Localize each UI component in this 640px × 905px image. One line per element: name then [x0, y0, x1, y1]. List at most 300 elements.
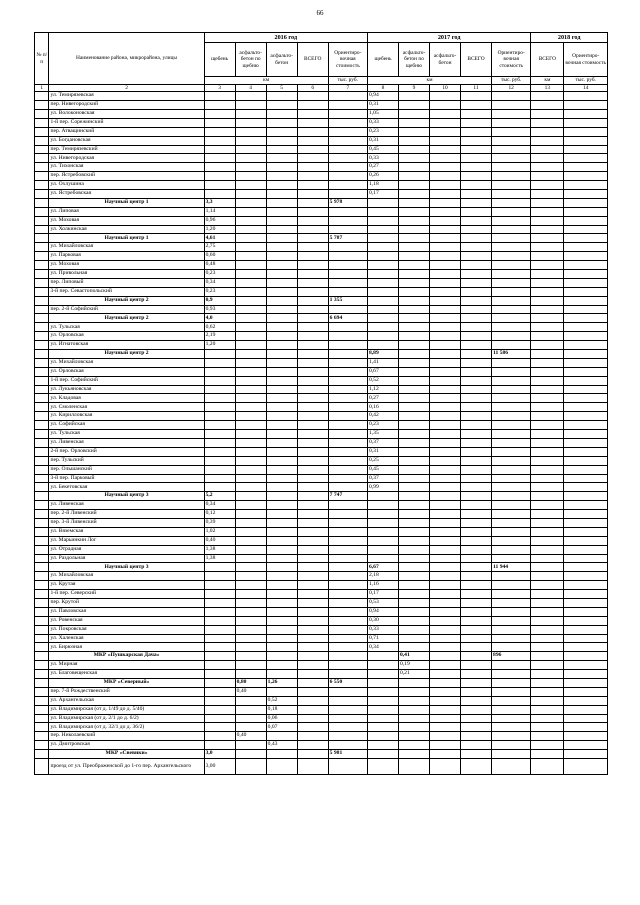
- cell-col-4: [235, 163, 266, 172]
- cell-col-14: [564, 385, 608, 394]
- cell-col-10: [430, 278, 461, 287]
- cell-col-12: [492, 518, 531, 527]
- cell-col-14: [564, 296, 608, 305]
- cell-col-7: [328, 252, 367, 261]
- cell-col-10: [430, 554, 461, 563]
- cell-col-6: [297, 465, 328, 474]
- cell-col-6: [297, 438, 328, 447]
- cell-col-1: [35, 341, 49, 350]
- cell-col-10: [430, 270, 461, 279]
- street-name: ул. Холкинская: [49, 225, 204, 234]
- cell-col-7: [328, 181, 367, 190]
- cell-col-14: [564, 430, 608, 439]
- cell-col-13: [531, 661, 564, 670]
- header-2016-cost: Ориентиро-вочная стоимость: [328, 43, 367, 77]
- cell-col-7: [328, 723, 367, 732]
- cell-col-9: 0,41: [398, 652, 429, 661]
- cell-col-12: [492, 705, 531, 714]
- cell-col-7: [328, 145, 367, 154]
- cell-col-3: 1,20: [204, 225, 235, 234]
- cell-col-7: [328, 225, 367, 234]
- cell-col-9: [398, 581, 429, 590]
- cell-col-7: [328, 527, 367, 536]
- cell-col-12: [492, 732, 531, 741]
- cell-col-12: [492, 216, 531, 225]
- street-name: пер. Ястребовский: [49, 172, 204, 181]
- cell-col-7: [328, 341, 367, 350]
- street-name: ул. Покровская: [49, 625, 204, 634]
- street-name: пер. Атващинский: [49, 127, 204, 136]
- cell-col-12: [492, 376, 531, 385]
- cell-col-12: [492, 323, 531, 332]
- table-row: [35, 127, 608, 136]
- cell-col-10: [430, 341, 461, 350]
- cell-col-5: [266, 394, 297, 403]
- street-name: пер. 2-й Ливенский: [49, 510, 204, 519]
- cell-col-3: 4,0: [204, 314, 235, 323]
- cell-col-12: [492, 759, 531, 775]
- header-2017-gravel: щебень: [367, 43, 398, 77]
- cell-col-10: [430, 296, 461, 305]
- cell-col-14: [564, 163, 608, 172]
- cell-col-10: [430, 750, 461, 759]
- cell-col-9: [398, 403, 429, 412]
- cell-col-9: [398, 598, 429, 607]
- cell-col-10: [430, 234, 461, 243]
- cell-col-3: 5,2: [204, 492, 235, 501]
- cell-col-10: [430, 705, 461, 714]
- table-row: [35, 341, 608, 350]
- cell-col-10: [430, 181, 461, 190]
- header-name: Наименование района, микрорайона, улицы: [49, 33, 204, 85]
- street-name: ул. Марьинкин Лог: [49, 536, 204, 545]
- cell-col-13: [531, 332, 564, 341]
- cell-col-3: [204, 412, 235, 421]
- street-name: ул. Орловская: [49, 367, 204, 376]
- cell-col-7: [328, 652, 367, 661]
- cell-col-6: [297, 572, 328, 581]
- cell-col-11: [461, 527, 492, 536]
- cell-col-10: [430, 358, 461, 367]
- cell-col-13: [531, 376, 564, 385]
- cell-col-14: [564, 421, 608, 430]
- cell-col-14: [564, 145, 608, 154]
- cell-col-8: [367, 287, 398, 296]
- table-row: [35, 252, 608, 261]
- street-name: 2-й пер. Орловский: [49, 447, 204, 456]
- cell-col-6: [297, 252, 328, 261]
- cell-col-12: [492, 145, 531, 154]
- cell-col-14: [564, 101, 608, 110]
- cell-col-4: [235, 314, 266, 323]
- cell-col-6: [297, 625, 328, 634]
- column-number-6: 6: [297, 85, 328, 92]
- cell-col-7: [328, 670, 367, 679]
- cell-col-4: [235, 652, 266, 661]
- table-row: [35, 305, 608, 314]
- cell-col-12: [492, 358, 531, 367]
- cell-col-3: [204, 118, 235, 127]
- cell-col-4: [235, 456, 266, 465]
- cell-col-4: [235, 136, 266, 145]
- cell-col-11: [461, 643, 492, 652]
- cell-col-11: [461, 687, 492, 696]
- cell-col-12: [492, 554, 531, 563]
- cell-col-5: [266, 643, 297, 652]
- cell-col-7: [328, 438, 367, 447]
- table-row: [35, 536, 608, 545]
- cell-col-9: [398, 572, 429, 581]
- cell-col-13: [531, 314, 564, 323]
- cell-col-5: [266, 652, 297, 661]
- cell-col-14: [564, 483, 608, 492]
- cell-col-10: [430, 385, 461, 394]
- cell-col-1: [35, 643, 49, 652]
- cell-col-14: [564, 661, 608, 670]
- cell-col-14: [564, 625, 608, 634]
- cell-col-1: [35, 447, 49, 456]
- cell-col-9: [398, 136, 429, 145]
- table-row: [35, 438, 608, 447]
- cell-col-8: [367, 305, 398, 314]
- cell-col-6: [297, 225, 328, 234]
- cell-col-13: [531, 518, 564, 527]
- header-2017-unit-rub: тыс. руб.: [492, 77, 531, 85]
- table-row: [35, 207, 608, 216]
- street-name: пер. Нивегородский: [49, 101, 204, 110]
- cell-col-13: [531, 181, 564, 190]
- cell-col-3: 0,60: [204, 252, 235, 261]
- cell-col-4: [235, 145, 266, 154]
- cell-col-7: [328, 501, 367, 510]
- cell-col-6: [297, 367, 328, 376]
- column-number-13: 13: [531, 85, 564, 92]
- cell-col-5: [266, 447, 297, 456]
- cell-col-7: 5 978: [328, 198, 367, 207]
- cell-col-4: [235, 527, 266, 536]
- table-row: [35, 696, 608, 705]
- cell-col-14: [564, 109, 608, 118]
- cell-col-10: [430, 305, 461, 314]
- cell-col-10: [430, 145, 461, 154]
- cell-col-3: 2,75: [204, 243, 235, 252]
- cell-col-6: [297, 483, 328, 492]
- cell-col-8: [367, 243, 398, 252]
- street-name: 3-й пер. Севастопольский: [49, 287, 204, 296]
- cell-col-7: [328, 412, 367, 421]
- cell-col-13: [531, 261, 564, 270]
- cell-col-11: [461, 118, 492, 127]
- cell-col-7: [328, 421, 367, 430]
- cell-col-1: [35, 483, 49, 492]
- cell-col-10: [430, 252, 461, 261]
- cell-col-1: [35, 687, 49, 696]
- cell-col-9: [398, 154, 429, 163]
- cell-col-3: 0,12: [204, 510, 235, 519]
- cell-col-5: [266, 207, 297, 216]
- cell-col-11: [461, 607, 492, 616]
- cell-col-8: [367, 198, 398, 207]
- cell-col-13: [531, 216, 564, 225]
- cell-col-6: [297, 696, 328, 705]
- street-name: ул. Михайловская: [49, 243, 204, 252]
- cell-col-4: 0,40: [235, 732, 266, 741]
- cell-col-7: 5 981: [328, 750, 367, 759]
- cell-col-14: [564, 563, 608, 572]
- cell-col-9: [398, 510, 429, 519]
- cell-col-14: [564, 474, 608, 483]
- header-2016-asphalt-gravel: асфальто-бетон по щебню: [235, 43, 266, 77]
- cell-col-8: 0,67: [367, 367, 398, 376]
- cell-col-9: [398, 554, 429, 563]
- cell-col-9: [398, 207, 429, 216]
- street-name: ул. Ястребовская: [49, 190, 204, 199]
- cell-col-9: [398, 163, 429, 172]
- cell-col-4: [235, 510, 266, 519]
- cell-col-7: [328, 714, 367, 723]
- cell-col-4: [235, 563, 266, 572]
- cell-col-11: [461, 136, 492, 145]
- cell-col-8: 0,26: [367, 172, 398, 181]
- cell-col-10: [430, 261, 461, 270]
- cell-col-11: [461, 190, 492, 199]
- cell-col-3: [204, 136, 235, 145]
- cell-col-6: [297, 412, 328, 421]
- cell-col-1: [35, 287, 49, 296]
- cell-col-3: 0,48: [204, 261, 235, 270]
- cell-col-14: [564, 732, 608, 741]
- header-year-2018: 2018 год: [531, 33, 608, 43]
- cell-col-11: [461, 625, 492, 634]
- cell-col-9: [398, 278, 429, 287]
- cell-col-4: [235, 750, 266, 759]
- cell-col-9: [398, 341, 429, 350]
- cell-col-9: [398, 261, 429, 270]
- table-row: [35, 510, 608, 519]
- cell-col-6: [297, 616, 328, 625]
- cell-col-10: [430, 723, 461, 732]
- cell-col-6: [297, 198, 328, 207]
- cell-col-4: [235, 341, 266, 350]
- cell-col-12: [492, 590, 531, 599]
- cell-col-13: [531, 243, 564, 252]
- cell-col-10: [430, 607, 461, 616]
- cell-col-12: [492, 332, 531, 341]
- cell-col-1: [35, 545, 49, 554]
- cell-col-11: [461, 750, 492, 759]
- cell-col-6: [297, 421, 328, 430]
- table-header: [35, 33, 608, 92]
- cell-col-8: 0,17: [367, 190, 398, 199]
- cell-col-5: [266, 172, 297, 181]
- cell-col-11: [461, 759, 492, 775]
- cell-col-5: [266, 483, 297, 492]
- cell-col-11: [461, 163, 492, 172]
- cell-col-1: [35, 536, 49, 545]
- cell-col-10: [430, 456, 461, 465]
- cell-col-5: [266, 190, 297, 199]
- cell-col-11: [461, 501, 492, 510]
- cell-col-13: [531, 234, 564, 243]
- cell-col-14: [564, 723, 608, 732]
- cell-col-14: [564, 456, 608, 465]
- cell-col-9: [398, 127, 429, 136]
- cell-col-5: [266, 305, 297, 314]
- cell-col-8: [367, 652, 398, 661]
- cell-col-14: [564, 225, 608, 234]
- cell-col-1: [35, 207, 49, 216]
- cell-col-7: [328, 270, 367, 279]
- cell-col-6: [297, 127, 328, 136]
- cell-col-4: [235, 705, 266, 714]
- cell-col-8: 0,99: [367, 483, 398, 492]
- header-2016-unit-rub: тыс. руб.: [328, 77, 367, 85]
- cell-col-9: [398, 518, 429, 527]
- cell-col-3: 3,00: [204, 759, 235, 775]
- cell-col-9: [398, 190, 429, 199]
- header-2018-cost: Ориентиро-вочная стоимость: [564, 43, 608, 77]
- cell-col-5: [266, 492, 297, 501]
- cell-col-12: [492, 403, 531, 412]
- street-name: ул. Вяземская: [49, 527, 204, 536]
- cell-col-3: [204, 607, 235, 616]
- header-number: № п/п: [35, 33, 49, 85]
- cell-col-6: [297, 536, 328, 545]
- cell-col-9: [398, 412, 429, 421]
- cell-col-12: [492, 430, 531, 439]
- cell-col-1: [35, 332, 49, 341]
- street-name: ул. Ливенская: [49, 501, 204, 510]
- cell-col-7: [328, 625, 367, 634]
- cell-col-10: [430, 154, 461, 163]
- cell-col-11: [461, 572, 492, 581]
- cell-col-5: [266, 234, 297, 243]
- cell-col-5: 0,06: [266, 714, 297, 723]
- street-name: пер. 2-й Софийский: [49, 305, 204, 314]
- cell-col-9: [398, 172, 429, 181]
- table-row: [35, 518, 608, 527]
- cell-col-12: [492, 572, 531, 581]
- cell-col-11: [461, 261, 492, 270]
- cell-col-12: [492, 750, 531, 759]
- cell-col-9: [398, 492, 429, 501]
- cell-col-1: [35, 750, 49, 759]
- cell-col-3: [204, 625, 235, 634]
- street-name: ул. Бирюзная: [49, 643, 204, 652]
- cell-col-11: [461, 536, 492, 545]
- cell-col-14: [564, 394, 608, 403]
- cell-col-4: [235, 438, 266, 447]
- table-row: [35, 154, 608, 163]
- cell-col-8: [367, 270, 398, 279]
- cell-col-3: [204, 741, 235, 750]
- cell-col-6: [297, 92, 328, 101]
- cell-col-12: [492, 136, 531, 145]
- cell-col-5: [266, 625, 297, 634]
- cell-col-10: [430, 510, 461, 519]
- cell-col-6: [297, 456, 328, 465]
- table-row-subtotal: [35, 296, 608, 305]
- cell-col-13: [531, 145, 564, 154]
- table-row: [35, 118, 608, 127]
- cell-col-11: [461, 234, 492, 243]
- cell-col-14: [564, 678, 608, 687]
- cell-col-10: [430, 323, 461, 332]
- table-row: [35, 741, 608, 750]
- cell-col-9: [398, 501, 429, 510]
- cell-col-12: [492, 109, 531, 118]
- cell-col-6: [297, 670, 328, 679]
- cell-col-5: [266, 634, 297, 643]
- cell-col-1: [35, 652, 49, 661]
- cell-col-14: [564, 190, 608, 199]
- street-name: ул. Привольная: [49, 270, 204, 279]
- cell-col-12: [492, 456, 531, 465]
- cell-col-3: [204, 732, 235, 741]
- cell-col-4: [235, 590, 266, 599]
- table-row-subtotal: [35, 234, 608, 243]
- cell-col-1: [35, 696, 49, 705]
- cell-col-3: [204, 358, 235, 367]
- cell-col-11: [461, 741, 492, 750]
- cell-col-13: [531, 421, 564, 430]
- cell-col-10: [430, 563, 461, 572]
- cell-col-8: [367, 696, 398, 705]
- cell-col-11: [461, 714, 492, 723]
- cell-col-6: [297, 598, 328, 607]
- cell-col-14: [564, 527, 608, 536]
- cell-col-5: [266, 154, 297, 163]
- cell-col-4: [235, 572, 266, 581]
- cell-col-3: [204, 465, 235, 474]
- cell-col-6: [297, 163, 328, 172]
- cell-col-13: [531, 252, 564, 261]
- cell-col-11: [461, 403, 492, 412]
- cell-col-5: [266, 243, 297, 252]
- subtotal-label: Научный центр 3: [49, 563, 204, 572]
- cell-col-9: [398, 625, 429, 634]
- cell-col-4: [235, 607, 266, 616]
- cell-col-14: [564, 447, 608, 456]
- cell-col-14: [564, 403, 608, 412]
- cell-col-11: [461, 109, 492, 118]
- cell-col-11: [461, 225, 492, 234]
- cell-col-6: [297, 101, 328, 110]
- table-row: [35, 109, 608, 118]
- cell-col-10: [430, 287, 461, 296]
- cell-col-7: [328, 190, 367, 199]
- cell-col-10: [430, 465, 461, 474]
- cell-col-9: [398, 465, 429, 474]
- cell-col-5: [266, 145, 297, 154]
- cell-col-5: [266, 367, 297, 376]
- street-name: ул. Смоленская: [49, 403, 204, 412]
- cell-col-9: [398, 590, 429, 599]
- cell-col-13: [531, 92, 564, 101]
- cell-col-13: [531, 741, 564, 750]
- cell-col-3: [204, 421, 235, 430]
- cell-col-5: [266, 376, 297, 385]
- cell-col-10: [430, 394, 461, 403]
- cell-col-4: [235, 323, 266, 332]
- subtotal-label: Научный центр 2: [49, 296, 204, 305]
- cell-col-9: [398, 101, 429, 110]
- cell-col-10: [430, 447, 461, 456]
- cell-col-11: [461, 456, 492, 465]
- cell-col-6: [297, 287, 328, 296]
- table-row: [35, 145, 608, 154]
- table-row: [35, 181, 608, 190]
